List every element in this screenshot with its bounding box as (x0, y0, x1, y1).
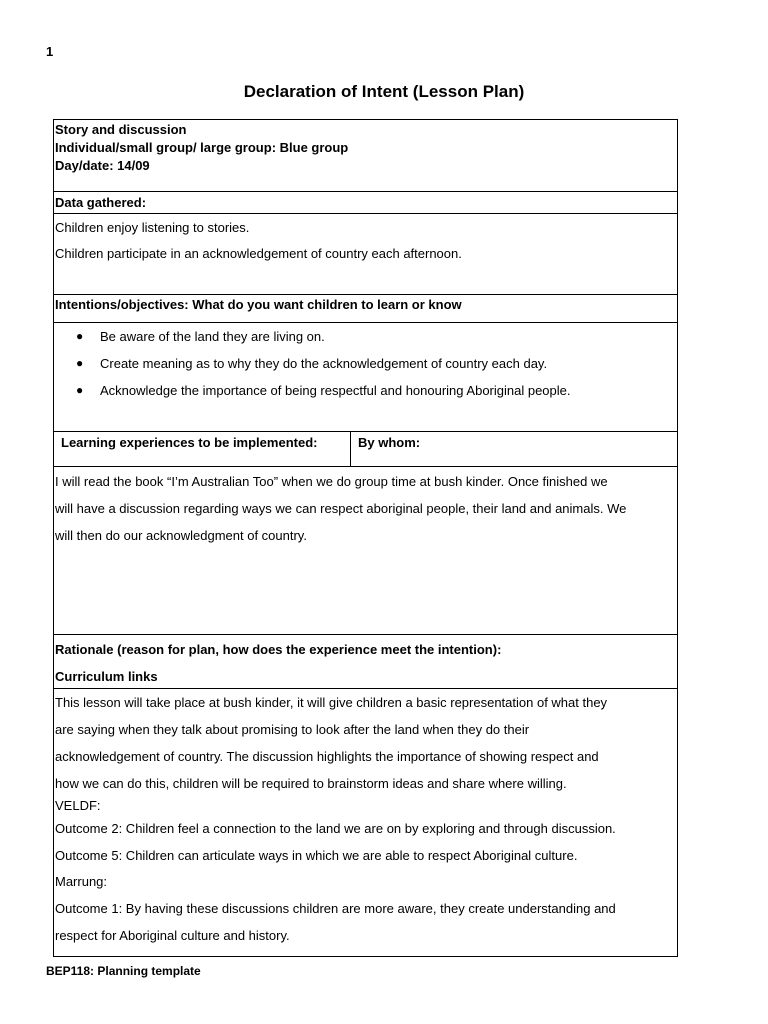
intentions-list (54, 323, 677, 404)
learning-content (54, 467, 677, 635)
list-item: ● Create meaning as to why they do the acknowledgement of country each day. (76, 350, 677, 377)
rationale-line: how we can do this, children will be required to brainstorm ideas and share where willing. (55, 776, 567, 791)
lesson-plan-table (53, 119, 678, 957)
header-section (54, 120, 677, 192)
page-title: Declaration of Intent (Lesson Plan) (243, 82, 525, 101)
bullet-icon: ● (76, 329, 84, 343)
date-label: Day/date: 14/09 (55, 158, 150, 173)
list-item: ● Be aware of the land they are living on. (76, 323, 677, 350)
bullet-icon: ● (76, 383, 84, 397)
learning-line: will then do our acknowledgment of country. (55, 528, 307, 543)
story-label: Story and discussion (55, 122, 187, 137)
page-number: 1 (46, 44, 54, 59)
rationale-line: This lesson will take place at bush kinder, it will give children a basic representation of what they (55, 695, 608, 710)
learning-line: will have a discussion regarding ways we can respect aboriginal people, their land and animals. We (55, 501, 627, 516)
rationale-line: Outcome 2: Children feel a connection to the land we are on by exploring and through discussion. (55, 821, 616, 836)
by-whom-label: By whom: (358, 435, 421, 450)
data-gathered-heading: Data gathered: (54, 192, 677, 214)
rationale-line: are saying when they talk about promising to look after the land when they do their (55, 722, 530, 737)
rationale-heading (54, 635, 677, 689)
intentions-heading: Intentions/objectives: What do you want children to learn or know (54, 295, 677, 323)
list-item: ● Acknowledge the importance of being respectful and honouring Aboriginal people. (76, 377, 677, 404)
rationale-line: Outcome 5: Children can articulate ways in which we are able to respect Aboriginal culture. (55, 848, 578, 863)
group-label: Individual/small group/ large group: Blue group (55, 140, 349, 155)
learning-experiences-label: Learning experiences to be implemented: (54, 432, 351, 466)
rationale-label: Rationale (reason for plan, how does the experience meet the intention): (55, 642, 502, 657)
intentions-content (54, 323, 677, 432)
learning-heading-row (54, 432, 677, 467)
rationale-content (54, 689, 677, 956)
rationale-line: respect for Aboriginal culture and history. (55, 928, 290, 943)
rationale-line: acknowledgement of country. The discussion highlights the importance of showing respect and (55, 749, 599, 764)
curriculum-links-label: Curriculum links (55, 669, 158, 684)
learning-line: I will read the book “I’m Australian Too” when we do group time at bush kinder. Once finished we (55, 474, 608, 489)
rationale-line: VELDF: (55, 798, 101, 813)
rationale-line: Outcome 1: By having these discussions children are more aware, they create understanding and (55, 901, 616, 916)
data-line: Children participate in an acknowledgement of country each afternoon. (55, 246, 462, 261)
rationale-line: Marrung: (55, 874, 108, 889)
footer-label: BEP118: Planning template (46, 964, 201, 978)
bullet-icon: ● (76, 356, 84, 370)
data-gathered-content (54, 214, 677, 295)
data-line: Children enjoy listening to stories. (55, 220, 250, 235)
